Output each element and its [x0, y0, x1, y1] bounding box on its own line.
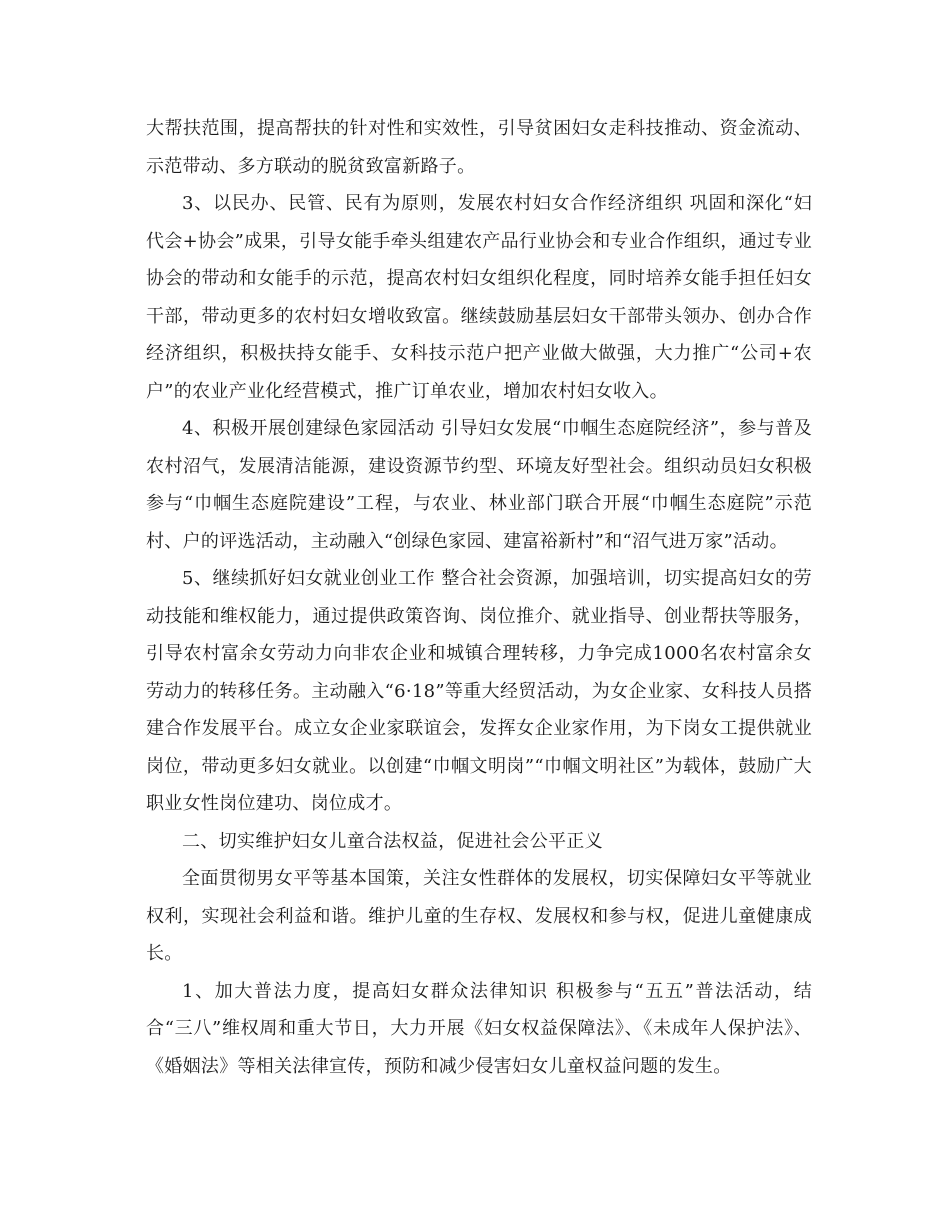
paragraph-item-5-employment: 5、继续抓好妇女就业创业工作 整合社会资源，加强培训，切实提高妇女的劳动技能和维权能力，通过提供政策咨询、岗位推介、就业指导、创业帮扶等服务，引导农村富余女劳动力向非农企业和城镇合理转移，力争完成1000名农村富余女劳动力的转移任务。主动融入“6·18”等重大经贸活动，为女企业家、女科技人员搭建合作发展平台。成立女企业家联谊会，发挥女企业家作用，为下岗女工提供就业岗位，带动更多妇女就业。以创建“巾帼文明岗”“巾帼文明社区”为载体，鼓励广大职业女性岗位建功、岗位成才。: [146, 568, 812, 814]
paragraph-section-2-intro: 全面贯彻男女平等基本国策，关注女性群体的发展权，切实保障妇女平等就业权利，实现社会利益和谐。维护儿童的生存权、发展权和参与权，促进儿童健康成长。: [146, 868, 812, 964]
paragraph-item-3-cooperative-organizations: 3、以民办、民管、民有为原则，发展农村妇女合作经济组织 巩固和深化“妇代会+协会”成果，引导女能手牵头组建农产品行业协会和专业合作组织，通过专业协会的带动和女能手的示范，提高农村妇女组织化程度，同时培养女能手担任妇女干部，带动更多的农村妇女增收致富。继续鼓励基层妇女干部带头领办、创办合作经济组织，积极扶持女能手、女科技示范户把产业做大做强，大力推广“公司+农户”的农业产业化经营模式，推广订单农业，增加农村妇女收入。: [146, 193, 812, 402]
paragraph-continuation: 大帮扶范围，提高帮扶的针对性和实效性，引导贫困妇女走科技推动、资金流动、示范带动、多方联动的脱贫致富新路子。: [146, 118, 812, 177]
document-body: [146, 110, 812, 1085]
section-heading-2-rights: 二、切实维护妇女儿童合法权益，促进社会公平正义: [182, 830, 603, 852]
paragraph-item-1-legal-education: 1、加大普法力度，提高妇女群众法律知识 积极参与“五五”普法活动，结合“三八”维权周和重大节日，大力开展《妇女权益保障法》、《未成年人保护法》、《婚姻法》等相关法律宣传，预防和减少侵害妇女儿童权益问题的发生。: [146, 980, 812, 1077]
paragraph-item-4-green-home: 4、积极开展创建绿色家园活动 引导妇女发展“巾帼生态庭院经济”，参与普及农村沼气，发展清洁能源，建设资源节约型、环境友好型社会。组织动员妇女积极参与“巾帼生态庭院建设”工程，与农业、林业部门联合开展“巾帼生态庭院”示范村、户的评选活动，主动融入“创绿色家园、建富裕新村”和“沼气进万家”活动。: [146, 418, 812, 552]
